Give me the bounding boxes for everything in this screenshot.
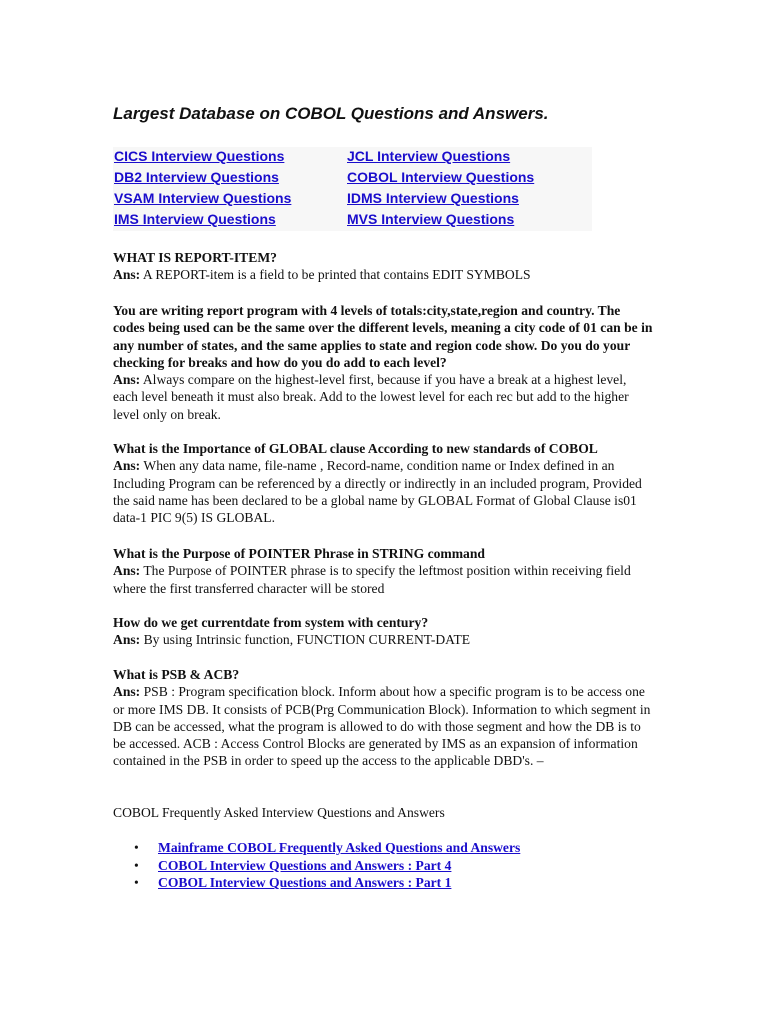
page-title: Largest Database on COBOL Questions and Answers. xyxy=(113,104,549,123)
question-text: You are writing report program with 4 levels of totals:city,state,region and country. The codes being used can be the same over the different levels, meaning a city code of 01 can be in any number of states, and the same applies to state and region code show. Do you do your checking for breaks and how do you do add to each level? xyxy=(113,303,653,370)
answer-text: Ans: The Purpose of POINTER phrase is to specify the leftmost position within receiving field where the first transferred character will be stored xyxy=(113,563,631,596)
answer-text: Ans: A REPORT-item is a field to be printed that contains EDIT SYMBOLS xyxy=(113,267,531,283)
ans-label: Ans: xyxy=(113,684,141,700)
link-jcl-interview-questions[interactable]: JCL Interview Questions xyxy=(347,148,511,164)
link-db2-interview-questions[interactable]: DB2 Interview Questions xyxy=(114,169,279,185)
answer-text: Ans: When any data name, file-name , Record-name, condition name or Index defined in an Including Program can be referenced by a directly or indirectly in an included program, Provided the said name has been declared to be a global name by GLOBAL Format of Global Clause is01 data-1 PIC 9(5) IS GLOBAL. xyxy=(113,458,642,526)
link-cobol-qa-part-1[interactable]: COBOL Interview Questions and Answers : Part 1 xyxy=(158,875,452,891)
qa-block-current-date xyxy=(113,614,653,649)
table-row xyxy=(113,147,592,168)
table-row xyxy=(113,168,592,189)
link-cics-interview-questions[interactable]: CICS Interview Questions xyxy=(114,148,285,164)
list-item xyxy=(113,857,520,875)
question-text: What is the Importance of GLOBAL clause According to new standards of COBOL xyxy=(113,441,598,456)
ans-label: Ans: xyxy=(113,458,141,474)
question-text: WHAT IS REPORT-ITEM? xyxy=(113,250,277,265)
qa-block-report-item xyxy=(113,249,653,284)
qa-block-psb-acb xyxy=(113,666,653,770)
table-row xyxy=(113,189,592,210)
link-mvs-interview-questions[interactable]: MVS Interview Questions xyxy=(347,211,515,227)
link-cobol-interview-questions[interactable]: COBOL Interview Questions xyxy=(347,169,535,185)
link-mainframe-cobol-faq[interactable]: Mainframe COBOL Frequently Asked Questions and Answers xyxy=(158,840,521,855)
qa-block-pointer-phrase xyxy=(113,545,653,597)
list-item xyxy=(113,839,520,857)
answer-text: Ans: Always compare on the highest-level first, because if you have a break at a highest level, each level beneath it must also break. Add to the lowest level for each rec but add to the higher level only on break. xyxy=(113,372,629,422)
list-item xyxy=(113,874,520,892)
link-idms-interview-questions[interactable]: IDMS Interview Questions xyxy=(347,190,519,206)
bullet-icon: • xyxy=(134,857,139,873)
answer-text: Ans: PSB : Program specification block. Inform about how a specific program is to be access one or more IMS DB. It consists of PCB(Prg Communication Block). Information to which segment in DB can be accessed, what the program is allowed to do with those segment and how the DB is to be accessed. ACB : Access Control Blocks are generated by IMS as an expansion of information contained in the PSB in order to speed up the access to the applicable DBD's. – xyxy=(113,684,651,769)
table-row xyxy=(113,210,592,231)
ans-label: Ans: xyxy=(113,563,141,579)
qa-block-report-breaks xyxy=(113,302,653,423)
ans-label: Ans: xyxy=(113,372,141,388)
question-text: What is the Purpose of POINTER Phrase in STRING command xyxy=(113,546,485,561)
ans-label: Ans: xyxy=(113,632,141,648)
related-heading: COBOL Frequently Asked Interview Questions and Answers xyxy=(113,805,445,820)
link-vsam-interview-questions[interactable]: VSAM Interview Questions xyxy=(114,190,292,206)
question-text: How do we get currentdate from system with century? xyxy=(113,615,429,630)
question-text: What is PSB & ACB? xyxy=(113,667,240,682)
qa-block-global-clause xyxy=(113,440,653,526)
link-cobol-qa-part-4[interactable]: COBOL Interview Questions and Answers : Part 4 xyxy=(158,857,452,873)
ans-label: Ans: xyxy=(113,267,141,283)
interview-links-table xyxy=(113,147,592,231)
link-ims-interview-questions[interactable]: IMS Interview Questions xyxy=(114,211,276,227)
related-links-list xyxy=(113,839,520,892)
bullet-icon: • xyxy=(134,840,139,855)
bullet-icon: • xyxy=(134,875,139,891)
answer-text: Ans: By using Intrinsic function, FUNCTION CURRENT-DATE xyxy=(113,632,471,648)
